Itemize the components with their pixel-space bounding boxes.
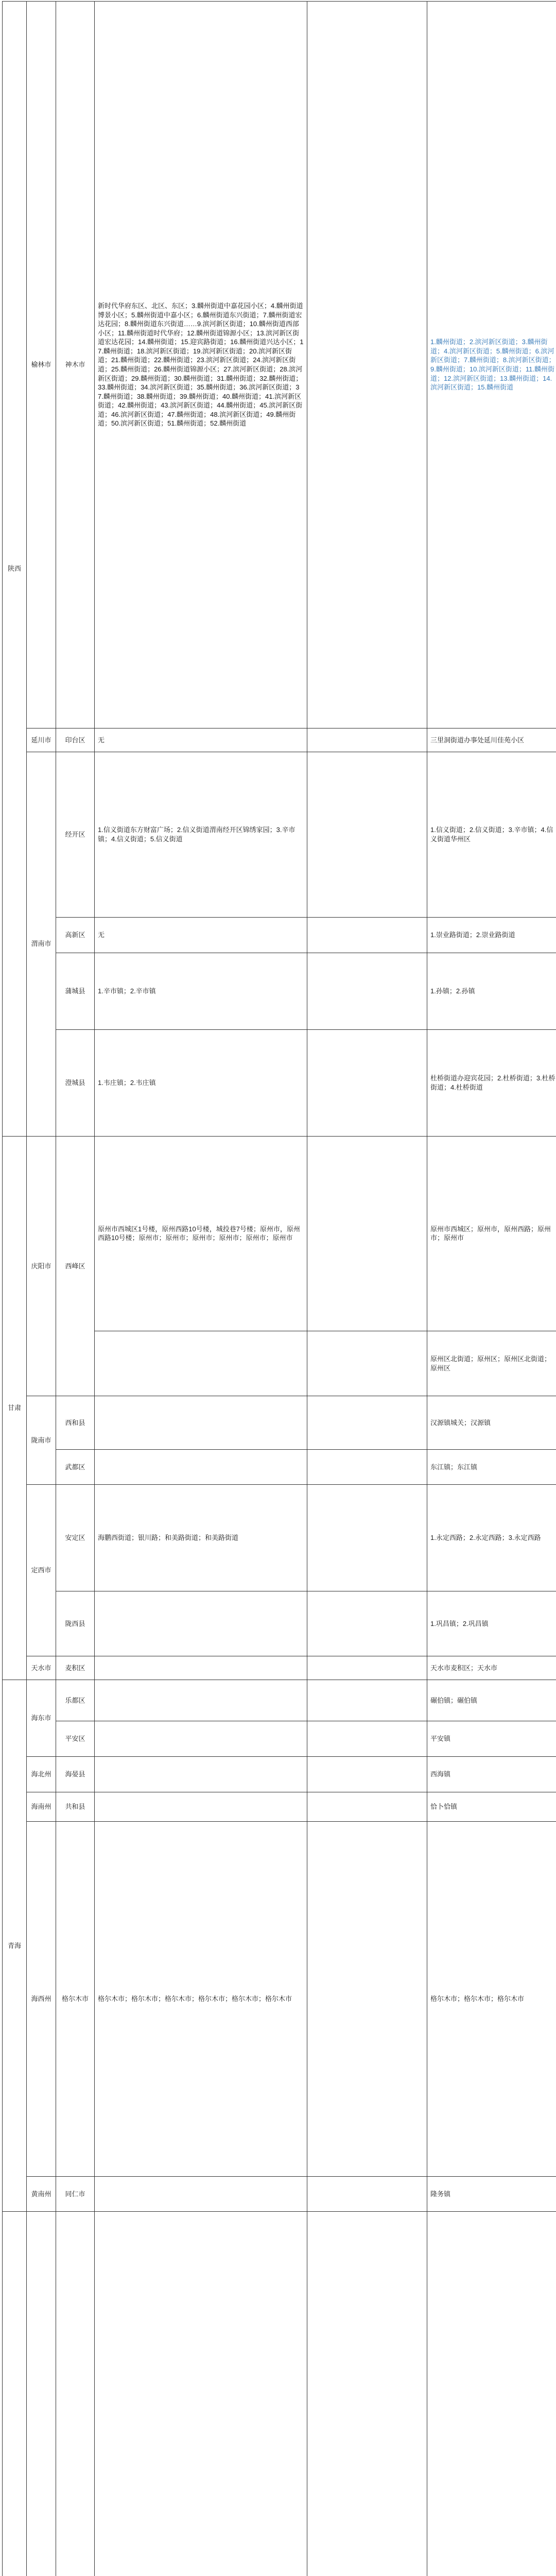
county-cell: 澄城县 [56,1030,95,1136]
low-risk-cell: 西海镇 [427,1757,556,1792]
county-cell: 经开区 [56,752,95,917]
table-row [3,728,556,752]
city-cell: 渭南市 [27,752,56,1136]
low-risk-cell: 格尔木市；格尔木市；格尔木市 [427,1822,556,2176]
high-risk-cell: 无 [95,728,307,752]
high-risk-cell: 无 [95,918,307,953]
mid-risk-cell [307,1449,427,1485]
high-risk-cell [95,1591,307,1656]
low-risk-cell: 平安镇 [427,1721,556,1757]
table-row [3,1656,556,1680]
mid-risk-cell [307,1136,427,1331]
low-risk-cell: 隆务镇 [427,2176,556,2212]
low-risk-cell [427,2,556,728]
county-cell: 格尔木市 [56,1822,95,2176]
table-row [3,1721,556,1757]
low-risk-cell: 1.孙镇；2.孙镇 [427,953,556,1029]
high-risk-cell [95,2,307,728]
mid-risk-cell [307,1656,427,1680]
province-cell [3,2,27,1137]
county-cell: 印台区 [56,728,95,752]
high-risk-cell [95,1449,307,1485]
city-cell: 黄南州 [27,2176,56,2212]
county-cell: 海晏县 [56,1757,95,1792]
high-risk-text: 新时代华府东区、北区、东区；3.麟州街道中嘉花园小区；4.麟州街道博景小区；5.麟州街道中嘉小区；6.麟州街道东兴街道；7.麟州街道宏达花园；8.麟州街道东兴街道……9.滨河新区街道；10.麟州街道西部小区；11.麟州街道时代华府；12.麟州街道锦源小区；13.滨河新区街道宏达花园；14.麟州街道；15.迎宾路街道；16.麟州街道兴达小区；17.麟州街道；18.滨河新区街道；19.滨河新区街道；20.滨河新区街道；21.麟州街道；22.麟州街道；23.滨河新区街道；24.滨河新区街道；25.麟州街道；26.麟州街道锦源小区；27.滨河新区街道；28.滨河新区街道；29.麟州街道；30.麟州街道；31.麟州街道；32.麟州街道；33.麟州街道；34.滨河新区街道；35.麟州街道；36.滨河新区街道；37.麟州街道；38.麟州街道；39.麟州街道；40.麟州街道；41.滨河新区街道；42.麟州街道；43.滨河新区街道；44.麟州街道；45.滨河新区街道；46.滨河新区街道；47.麟州街道；48.滨河新区街道；49.麟州街道；50.滨河新区街道；51.麟州街道；52.麟州街道 [98,302,304,428]
mid-risk-cell [307,953,427,1029]
high-risk-cell [95,1757,307,1792]
mid-risk-cell [307,2,427,728]
county-cell: 高新区 [56,918,95,953]
high-risk-cell [95,1331,307,1396]
table-row [3,2212,556,2576]
city-cell: 海北州 [27,1757,56,1792]
table-row [3,918,556,953]
low-risk-cell: 东江镇；东江镇 [427,1449,556,1485]
county-cell: 乐都区 [56,1680,95,1721]
county-cell [56,2212,95,2576]
high-risk-cell [95,1396,307,1449]
county-cell: 同仁市 [56,2176,95,2212]
county-cell: 麦积区 [56,1656,95,1680]
table-row [3,1680,556,1721]
county-cell: 神木市 [56,2,95,728]
table-row [3,1449,556,1485]
mid-risk-cell [307,1822,427,2176]
risk-area-table [2,1,555,2576]
low-risk-cell: 三里洞街道办事处延川佳苑小区 [427,728,556,752]
city-cell: 海东市 [27,1680,56,1756]
mid-risk-cell [307,1792,427,1821]
mid-risk-cell [307,2212,427,2576]
mid-risk-cell [307,1331,427,1396]
mid-risk-cell [307,1680,427,1721]
mid-risk-cell [307,1591,427,1656]
high-risk-cell: 格尔木市；格尔木市；格尔木市；格尔木市；格尔木市；格尔木市 [95,1822,307,2176]
county-cell: 西峰区 [56,1136,95,1396]
low-risk-text: 1.麟州街道；2.滨河新区街道；3.麟州街道；4.滨河新区街道；5.麟州街道；6.滨河新区街道；7.麟州街道；8.滨河新区街道；9.麟州街道；10.滨河新区街道；11.麟州街道；12.滨河新区街道；13.麟州街道；14.滨河新区街道；15.麟州街道 [430,338,555,392]
county-cell: 安定区 [56,1485,95,1591]
low-risk-cell: 汉源镇城关；汉源镇 [427,1396,556,1449]
high-risk-cell [95,2176,307,2212]
province-cell: 甘肃 [3,1136,27,1680]
low-risk-cell: 原州市西城区；原州市，原州西路；原州市；原州市 [427,1136,556,1331]
mid-risk-cell [307,1030,427,1136]
table-row [3,1792,556,1821]
county-cell: 西和县 [56,1396,95,1449]
table-row [3,1136,556,1331]
mid-risk-cell [307,1757,427,1792]
province-cell: 青海 [3,1680,27,2211]
low-risk-cell: 1.崇业路街道；2.崇业路街道 [427,918,556,953]
mid-risk-cell [307,1721,427,1757]
city-cell: 榆林市 [27,2,56,728]
table-row [3,953,556,1029]
table-row [3,2176,556,2212]
high-risk-cell [95,2212,307,2576]
table-row [3,1396,556,1449]
table-row [3,2,556,728]
city-cell [27,2212,56,2576]
county-cell: 共和县 [56,1792,95,1821]
mid-risk-cell [307,1485,427,1591]
table-row [3,1485,556,1591]
high-risk-cell [95,1656,307,1680]
mid-risk-cell [307,1396,427,1449]
city-cell: 庆阳市 [27,1136,56,1396]
high-risk-cell: 1.韦庄镇；2.韦庄镇 [95,1030,307,1136]
low-risk-cell: 原州区北街道；原州区；原州区北街道；原州区 [427,1331,556,1396]
high-risk-cell: 海鹏西街道；银川路；和美路街道；和美路街道 [95,1485,307,1591]
city-cell: 延川市 [27,728,56,752]
mid-risk-cell [307,728,427,752]
county-cell: 武都区 [56,1449,95,1485]
table-row [3,1822,556,2176]
risk-table [2,1,556,2576]
county-cell: 蒲城县 [56,953,95,1029]
province-cell [3,2212,27,2576]
province-label: 陕西 [7,565,21,572]
table-row [3,752,556,917]
table-row [3,1030,556,1136]
county-cell: 平安区 [56,1721,95,1757]
high-risk-cell: 原州市西城区1号楼，原州西路10号楼，城投巷7号楼；原州市，原州西路10号楼；原州市；原州市；原州市；原州市；原州市；原州市 [95,1136,307,1331]
high-risk-cell [95,1792,307,1821]
mid-risk-cell [307,752,427,917]
high-risk-cell: 1.辛市镇；2.辛市镇 [95,953,307,1029]
low-risk-cell: 1.巩昌镇；2.巩昌镇 [427,1591,556,1656]
low-risk-cell: 碾伯镇；碾伯镇 [427,1680,556,1721]
table-row [3,1591,556,1656]
county-cell: 陇西县 [56,1591,95,1656]
low-risk-cell: 1.信义街道；2.信义街道；3.辛市镇；4.信义街道华州区 [427,752,556,917]
mid-risk-cell [307,918,427,953]
table-row [3,1757,556,1792]
low-risk-cell: 杜桥街道办迎宾花园；2.杜桥街道；3.杜桥街道；4.杜桥街道 [427,1030,556,1136]
low-risk-cell: 天水市麦积区；天水市 [427,1656,556,1680]
city-cell: 海南州 [27,1792,56,1821]
low-risk-cell [427,2212,556,2576]
high-risk-cell: 1.信义街道东方财富广场；2.信义街道渭南经开区锦绣家园；3.辛市镇；4.信义街道；5.信义街道 [95,752,307,917]
city-cell: 海西州 [27,1822,56,2176]
city-cell: 天水市 [27,1656,56,1680]
city-cell: 定西市 [27,1485,56,1656]
city-cell: 陇南市 [27,1396,56,1485]
low-risk-cell: 1.永定西路；2.永定西路；3.永定西路 [427,1485,556,1591]
mid-risk-cell [307,2176,427,2212]
high-risk-cell [95,1721,307,1757]
low-risk-cell: 恰卜恰镇 [427,1792,556,1821]
high-risk-cell [95,1680,307,1721]
